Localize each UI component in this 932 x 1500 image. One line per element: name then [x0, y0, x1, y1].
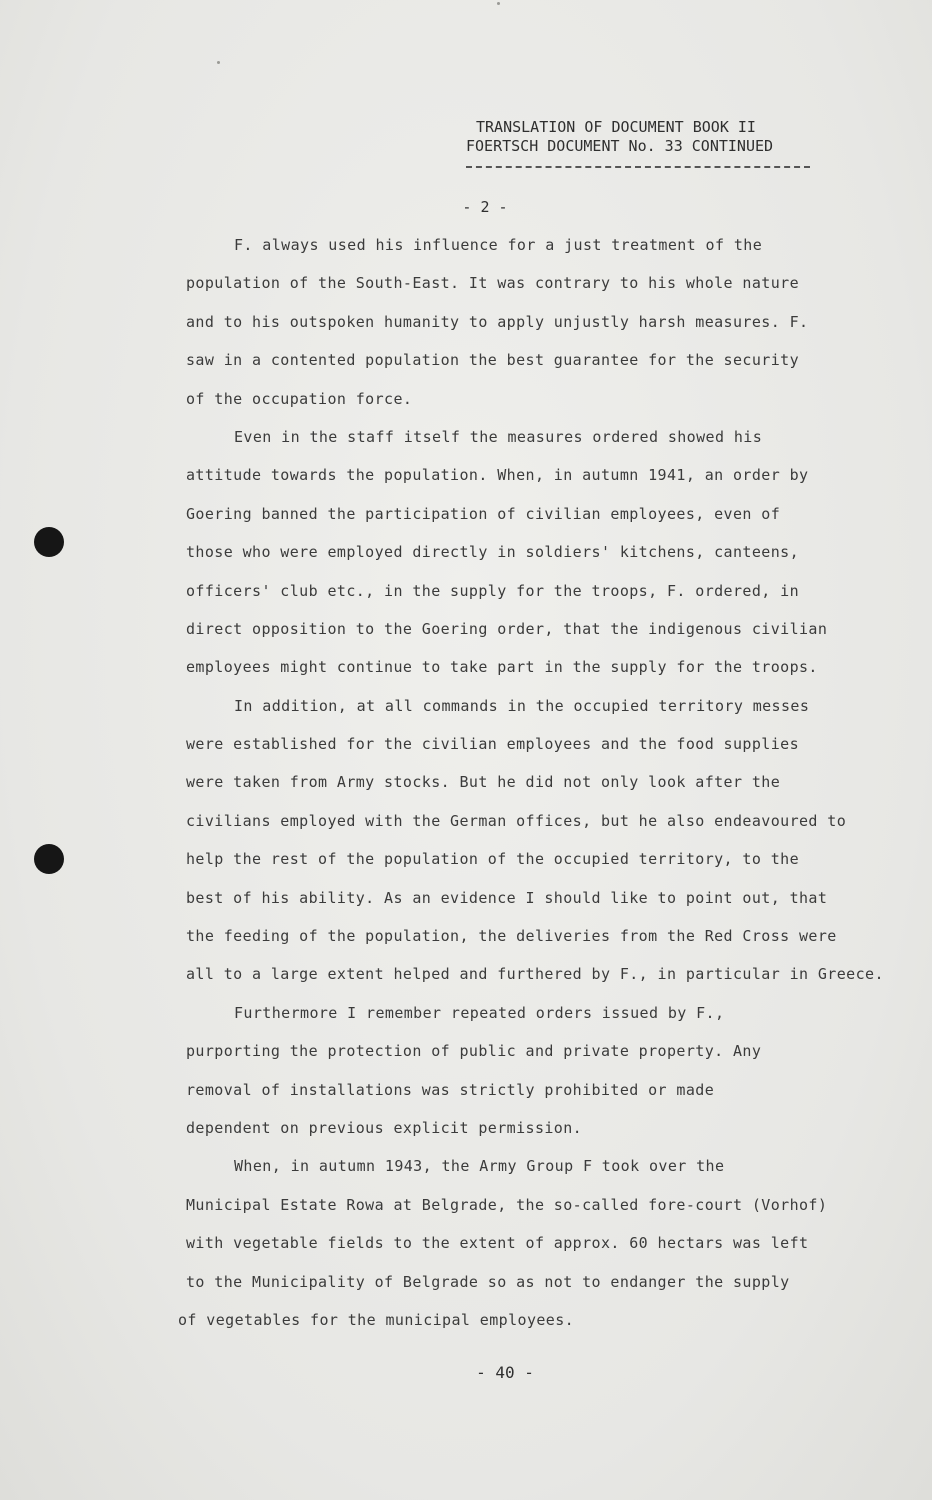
- body-line: purporting the protection of public and private property. Any: [186, 1042, 762, 1061]
- body-line: were established for the civilian employees and the food supplies: [186, 735, 799, 754]
- body-line: officers' club etc., in the supply for the troops, F. ordered, in: [186, 581, 799, 600]
- body-line: F. always used his influence for a just treatment of the: [234, 236, 763, 254]
- punch-hole-top: [34, 527, 64, 557]
- body-line: Even in the staff itself the measures ordered showed his: [234, 427, 763, 446]
- paper-speck: [497, 2, 500, 5]
- body-line: employees might continue to take part in the supply for the troops.: [186, 658, 818, 677]
- body-line: the feeding of the population, the deliveries from the Red Cross were: [186, 927, 837, 946]
- body-line: removal of installations was strictly prohibited or made: [186, 1080, 715, 1099]
- body-line: best of his ability. As an evidence I should like to point out, that: [186, 888, 828, 907]
- paper-speck: [217, 61, 220, 64]
- header-rule: [466, 166, 810, 168]
- document-header: [466, 118, 826, 156]
- body-line: Furthermore I remember repeated orders issued by F.,: [234, 1003, 725, 1022]
- body-line: attitude towards the population. When, in autumn 1941, an order by: [186, 466, 809, 485]
- body-line: Goering banned the participation of civilian employees, even of: [186, 504, 781, 523]
- body-line: In addition, at all commands in the occupied territory messes: [234, 696, 810, 715]
- body-line: those who were employed directly in soldiers' kitchens, canteens,: [186, 543, 799, 562]
- body-line: all to a large extent helped and furthered by F., in particular in Greece.: [186, 965, 884, 984]
- body-line: with vegetable fields to the extent of approx. 60 hectars was left: [186, 1234, 809, 1253]
- punch-hole-bottom: [34, 844, 64, 874]
- header-title: TRANSLATION OF DOCUMENT BOOK II: [476, 118, 756, 136]
- document-body: [178, 233, 926, 1346]
- page-marker: - 2 -: [462, 198, 508, 216]
- body-line: and to his outspoken humanity to apply unjustly harsh measures. F.: [186, 312, 809, 331]
- body-line: to the Municipality of Belgrade so as not to endanger the supply: [186, 1272, 790, 1291]
- body-line: saw in a contented population the best guarantee for the security: [186, 351, 799, 370]
- body-line: of vegetables for the municipal employees.: [178, 1310, 575, 1329]
- body-line: direct opposition to the Goering order, that the indigenous civilian: [186, 619, 828, 638]
- body-line: Municipal Estate Rowa at Belgrade, the so-called fore-court (Vorhof): [186, 1195, 828, 1214]
- body-line: population of the South-East. It was contrary to his whole nature: [186, 274, 799, 293]
- body-line: help the rest of the population of the occupied territory, to the: [186, 850, 799, 869]
- body-line: were taken from Army stocks. But he did not only look after the: [186, 773, 781, 792]
- page-number-footer: - 40 -: [476, 1363, 534, 1382]
- body-line: dependent on previous explicit permission.: [186, 1118, 583, 1137]
- header-subtitle: FOERTSCH DOCUMENT No. 33 CONTINUED: [466, 137, 774, 155]
- body-line: civilians employed with the German offices, but he also endeavoured to: [186, 811, 847, 830]
- body-line: When, in autumn 1943, the Army Group F took over the: [234, 1157, 725, 1176]
- body-line: of the occupation force.: [186, 389, 413, 408]
